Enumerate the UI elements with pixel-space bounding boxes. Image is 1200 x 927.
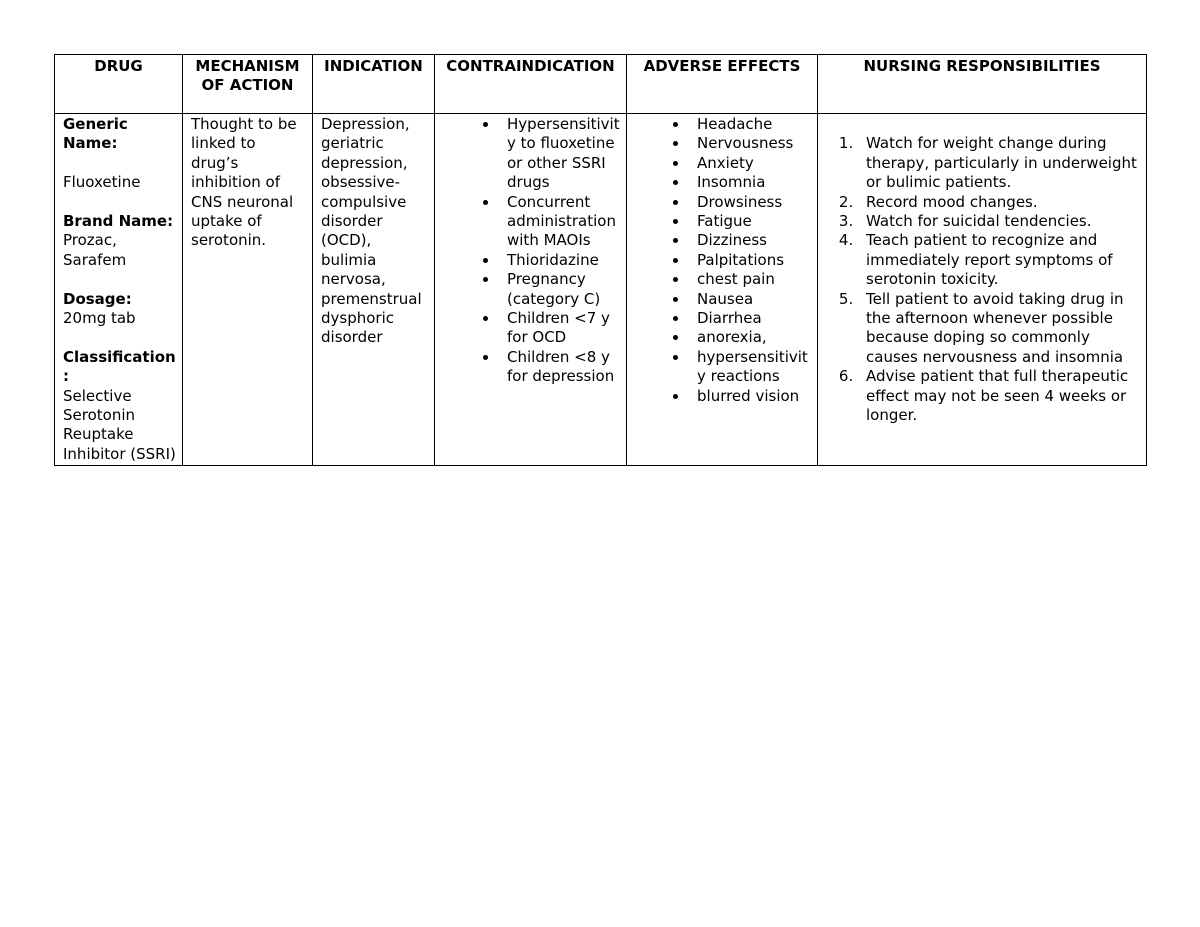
drug-row: [55, 114, 1147, 466]
list-item: • Insomnia: [689, 173, 811, 192]
brand-name-value: Prozac, Sarafem: [63, 231, 127, 269]
header-mechanism: MECHANISM OF ACTION: [183, 55, 313, 114]
list-item: • hypersensitivity reactions: [689, 348, 811, 387]
mechanism-cell: Thought to be linked to drug’s inhibition of CNS neuronal uptake of serotonin.: [183, 114, 313, 466]
header-indication: INDICATION: [313, 55, 435, 114]
list-item: 4. Teach patient to recognize and immediately report symptoms of serotonin toxicity.: [858, 231, 1140, 289]
header-drug: DRUG: [55, 55, 183, 114]
list-item: 1. Watch for weight change during therapy, particularly in underweight or bulimic patients.: [858, 134, 1140, 192]
generic-name-label: Generic Name:: [63, 115, 128, 153]
list-item: • Dizziness: [689, 231, 811, 250]
list-item: • Fatigue: [689, 212, 811, 231]
header-contraindication: CONTRAINDICATION: [435, 55, 627, 114]
list-item: • Children <8 y for depression: [499, 348, 620, 387]
list-item: • Nervousness: [689, 134, 811, 153]
list-item: • chest pain: [689, 270, 811, 289]
contraindication-list: [443, 115, 620, 387]
list-item: 5. Tell patient to avoid taking drug in the afternoon whenever possible because doping so commonly causes nervousness and insomnia: [858, 290, 1140, 368]
list-item: 2. Record mood changes.: [858, 193, 1140, 212]
list-item: • Drowsiness: [689, 193, 811, 212]
adverse-effects-cell: [627, 114, 818, 466]
drug-cell: [55, 114, 183, 466]
header-adverse-effects: ADVERSE EFFECTS: [627, 55, 818, 114]
list-item: • Nausea: [689, 290, 811, 309]
list-item: • Headache: [689, 115, 811, 134]
indication-cell: Depression, geriatric depression, obsessive-compulsive disorder (OCD), bulimia nervosa, premenstrual dysphoric disorder: [313, 114, 435, 466]
adverse-effects-list: [635, 115, 811, 406]
dosage-value: 20mg tab: [63, 309, 136, 328]
list-item: • blurred vision: [689, 387, 811, 406]
list-item: 3. Watch for suicidal tendencies.: [858, 212, 1140, 231]
list-item: 6. Advise patient that full therapeutic effect may not be seen 4 weeks or longer.: [858, 367, 1140, 425]
list-item: • anorexia,: [689, 328, 811, 347]
nursing-responsibilities-list: [826, 134, 1140, 425]
list-item: • Anxiety: [689, 154, 811, 173]
header-nursing-responsibilities: NURSING RESPONSIBILITIES: [818, 55, 1147, 114]
classification-label: Classification:: [63, 347, 176, 386]
contraindication-cell: [435, 114, 627, 466]
list-item: • Diarrhea: [689, 309, 811, 328]
list-item: • Concurrent administration with MAOIs: [499, 193, 620, 251]
header-row: [55, 55, 1147, 114]
drug-study-table: [54, 54, 1147, 466]
generic-name-value: Fluoxetine: [63, 173, 141, 192]
list-item: • Pregnancy (category C): [499, 270, 620, 309]
classification-value: Selective Serotonin Reuptake Inhibitor (SSRI): [63, 386, 176, 463]
list-item: • Children <7 y for OCD: [499, 309, 620, 348]
list-item: • Thioridazine: [499, 251, 620, 270]
nursing-responsibilities-cell: [818, 114, 1147, 466]
brand-name-label: Brand Name:: [63, 212, 174, 230]
list-item: • Palpitations: [689, 251, 811, 270]
dosage-label: Dosage:: [63, 289, 132, 308]
list-item: • Hypersensitivity to fluoxetine or other SSRI drugs: [499, 115, 620, 193]
